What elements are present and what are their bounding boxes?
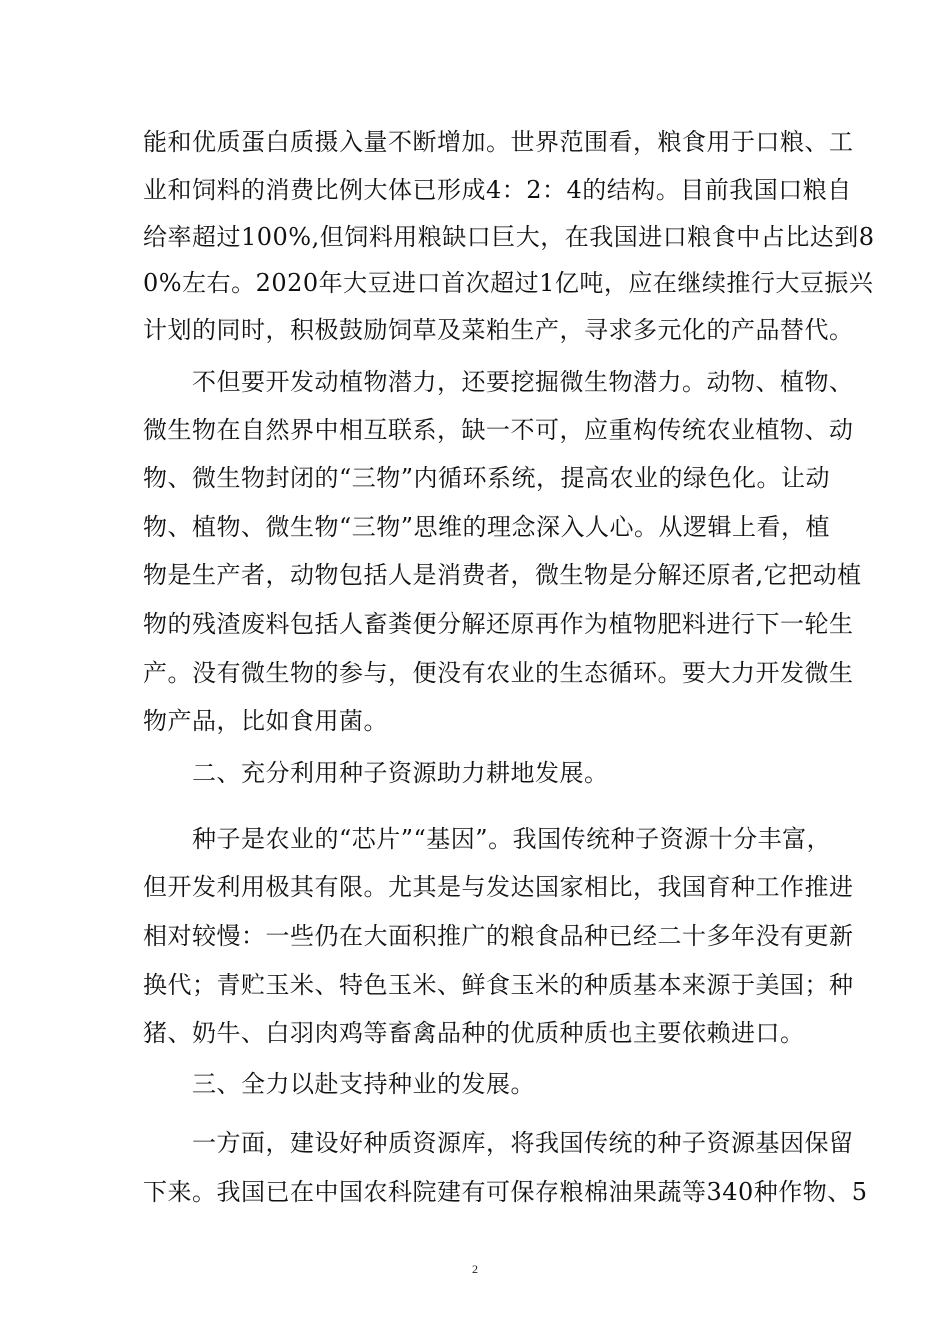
text-line: 物、微生物封闭的“三物”内循环系统，提高农业的绿色化。让动 xyxy=(143,464,831,492)
text-line: 换代；青贮玉米、特色玉米、鲜食玉米的种质基本来源于美国；种 xyxy=(143,971,854,999)
text-line: 产。没有微生物的参与，便没有农业的生态循环。要大力开发微生 xyxy=(143,659,854,687)
text-line: 种子是农业的“芯片”“基因”。我国传统种子资源十分丰富， xyxy=(143,825,832,853)
page-number: 2 xyxy=(472,1262,478,1276)
text-line: 物是生产者，动物包括人是消费者，微生物是分解还原者,它把动植 xyxy=(143,561,862,589)
text-line: 物产品，比如食用菌。 xyxy=(143,707,388,735)
text-line: 物的残渣废料包括人畜粪便分解还原再作为植物肥料进行下一轮生 xyxy=(143,610,854,638)
text-line: 能和优质蛋白质摄入量不断增加。世界范围看，粮食用于口粮、工 xyxy=(143,128,854,156)
text-line: 不但要开发动植物潜力，还要挖掘微生物潜力。动物、植物、 xyxy=(143,368,854,396)
text-line: 下来。我国已在中国农科院建有可保存粮棉油果蔬等340种作物、5 xyxy=(143,1178,868,1206)
text-line: 计划的同时，积极鼓励饲草及菜粕生产，寻求多元化的产品替代。 xyxy=(143,316,854,344)
text-line: 物、植物、微生物“三物”思维的理念深入人心。从逻辑上看，植 xyxy=(143,513,831,541)
text-line: 一方面，建设好种质资源库，将我国传统的种子资源基因保留 xyxy=(143,1129,854,1157)
section-heading: 二、充分利用种子资源助力耕地发展。 xyxy=(143,759,609,787)
text-line: 猪、奶牛、白羽肉鸡等畜禽品种的优质种质也主要依赖进口。 xyxy=(143,1019,805,1047)
text-line: 微生物在自然界中相互联系，缺一不可，应重构传统农业植物、动 xyxy=(143,416,854,444)
text-line: 但开发利用极其有限。尤其是与发达国家相比，我国育种工作推进 xyxy=(143,873,854,901)
text-line: 业和饲料的消费比例大体已形成4：2：4的结构。目前我国口粮自 xyxy=(143,176,852,204)
text-line: 给率超过100%,但饲料用粮缺口巨大，在我国进口粮食中占比达到8 xyxy=(143,223,875,251)
text-line: 相对较慢：一些仍在大面积推广的粮食品种已经二十多年没有更新 xyxy=(143,922,854,950)
section-heading: 三、全力以赴支持种业的发展。 xyxy=(143,1070,535,1098)
text-line: 0%左右。2020年大豆进口首次超过1亿吨，应在继续推行大豆振兴 xyxy=(143,269,874,297)
